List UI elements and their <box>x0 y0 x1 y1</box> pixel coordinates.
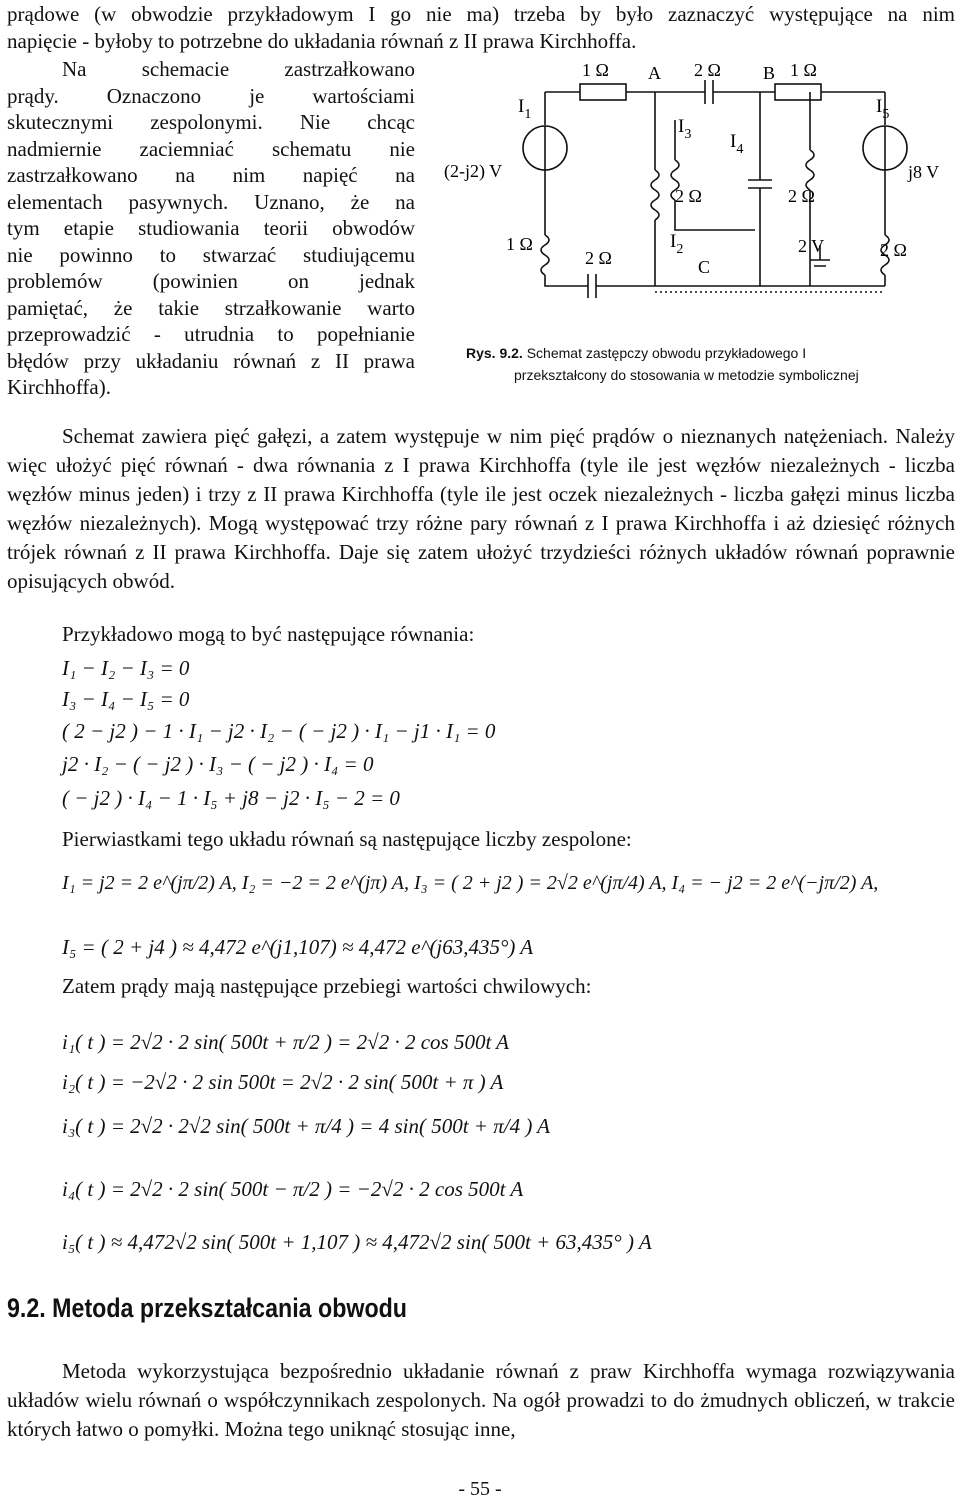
label-r-top-mid: 2 Ω <box>694 60 721 80</box>
left-line-12: błędów przy układaniu równań z II prawa <box>7 348 415 373</box>
label-src-left: (2-j2) V <box>444 161 503 181</box>
left-line-3: skutecznymi zespolonymi. Nie chcąc <box>7 110 415 134</box>
intro-line-1: prądowe (w obwodzie przykładowym I go nie ma) trzeba by było zaznaczyć występujące na nim <box>7 2 955 26</box>
label-r-top-right: 1 Ω <box>790 60 817 80</box>
paragraph-3: Przykładowo mogą to być następujące równania: <box>62 622 475 646</box>
left-line-9: problemów (powinien on jednak <box>7 269 415 293</box>
caption-line-1: Schemat zastępczy obwodu przykładowego I <box>526 345 807 361</box>
label-i3: $I_3$ <box>678 116 692 142</box>
paragraph-2-block <box>7 422 955 596</box>
label-l-mid-b: 2 Ω <box>788 186 815 206</box>
left-column-text <box>7 56 415 401</box>
instant-4: i₄( t ) = 2√2 · 2 sin( 500t − π/2 ) = −2√2 · 2 cos 500t A <box>62 1177 524 1201</box>
intro-text <box>7 1 955 54</box>
section-heading: 9.2. Metoda przekształcania obwodu <box>7 1293 407 1323</box>
label-r-right: 2 Ω <box>880 240 907 260</box>
label-i5: $I_5$ <box>876 96 890 122</box>
caption-label: Rys. 9.2. <box>466 345 523 361</box>
left-line-13: Kirchhoffa). <box>7 375 111 399</box>
left-line-4: nadmiernie zaciemniać schematu nie <box>7 136 415 161</box>
roots-line-2: I₅ = ( 2 + j4 ) ≈ 4,472 e^(j1,107) ≈ 4,472 e^(j63,435°) A <box>62 935 534 959</box>
paragraph-6-block <box>7 1357 955 1444</box>
label-l-left: 2 Ω <box>585 248 612 268</box>
equation-5: ( − j2 ) · I₄ − 1 · I₅ + j8 − j2 · I₅ − 2 = 0 <box>62 786 400 810</box>
left-line-7: tym etapie studiowania teorii obwodów <box>7 216 415 240</box>
page-number: - 55 - <box>458 1478 502 1500</box>
left-line-11: przeprowadzić - utrudnia to popełnianie <box>7 322 415 346</box>
label-i4: $I_4$ <box>730 131 744 157</box>
equation-1: I₁ − I₂ − I₃ = 0 <box>62 656 190 680</box>
equation-3: ( 2 − j2 ) − 1 · I₁ − j2 · I₂ − ( − j2 ) · I₁ − j1 · I₁ = 0 <box>62 719 496 743</box>
label-r-left: 1 Ω <box>506 234 533 254</box>
figure-caption <box>466 342 956 386</box>
left-line-1: Na schemacie zastrzałkowano <box>62 57 415 81</box>
label-v-mid: 2 V <box>798 236 825 256</box>
label-node-a: A <box>648 63 661 83</box>
left-line-6: elementach pasywnych. Uznano, że na <box>7 189 415 214</box>
label-src-right: j8 V <box>908 162 940 182</box>
roots-line-1: I₁ = j2 = 2 e^(jπ/2) A, I₂ = −2 = 2 e^(jπ) A, I₃ = ( 2 + j2 ) = 2√2 e^(jπ/4) A, I₄ = − j2 = 2 e^(−jπ/2) A, <box>62 872 879 894</box>
circuit-diagram <box>430 60 960 310</box>
label-l-mid-a: 2 Ω <box>675 186 702 206</box>
label-node-b: B <box>763 63 776 83</box>
equation-4: j2 · I₂ − ( − j2 ) · I₃ − ( − j2 ) · I₄ = 0 <box>62 752 374 776</box>
paragraph-6: Metoda wykorzystująca bezpośrednio układanie równań z praw Kirchhoffa wymaga rozwiązywania układów wielu równań o współczynnikach zespolonych. Na ogół prowadzi to do żmudnych obliczeń, w trakcie których łatwo o pomyłki. Można tego uniknąć stosując inne, <box>7 1359 955 1441</box>
caption-line-2: przekształcony do stosowania w metodzie symbolicznej <box>514 367 859 383</box>
instant-2: i₂( t ) = −2√2 · 2 sin 500t = 2√2 · 2 sin( 500t + π ) A <box>62 1070 504 1094</box>
paragraph-2: Schemat zawiera pięć gałęzi, a zatem występuje w nim pięć prądów o nieznanych natężeniach. Należy więc ułożyć pięć równań - dwa równania z I prawa Kirchhoffa (tyle ile jest węzłów niezależnych - liczba węzłów minus jeden) i trzy z II prawa Kirchhoffa (tyle ile jest oczek niezależnych - liczba gałęzi minus liczba węzłów niezależnych). Mogą występować trzy różne pary równań z I prawa Kirchhoffa i aż dziesięć różnych trójek równań z II prawa Kirchhoffa. Daje się zatem ułożyć trzydzieści różnych układów równań poprawnie opisujących obwód. <box>7 424 955 593</box>
paragraph-5: Zatem prądy mają następujące przebiegi wartości chwilowych: <box>62 974 592 998</box>
left-line-5: zastrzałkowano na nim napięć na <box>7 163 415 187</box>
instant-5: i₅( t ) ≈ 4,472√2 sin( 500t + 1,107 ) ≈ 4,472√2 sin( 500t + 63,435° ) A <box>62 1230 652 1254</box>
paragraph-3-block <box>62 621 942 648</box>
label-r-top-left: 1 Ω <box>582 60 609 80</box>
paragraph-4: Pierwiastkami tego układu równań są następujące liczby zespolone: <box>62 827 632 851</box>
label-i2: $I_2$ <box>670 231 684 257</box>
paragraph-4-block <box>62 826 942 853</box>
left-line-2: prądy. Oznaczono je wartościami <box>7 83 415 108</box>
instant-1: i₁( t ) = 2√2 · 2 sin( 500t + π/2 ) = 2√2 · 2 cos 500t A <box>62 1030 509 1054</box>
intro-line-2: napięcie - byłoby to potrzebne do układania równań z II prawa Kirchhoffa. <box>7 28 637 53</box>
instant-3: i₃( t ) = 2√2 · 2√2 sin( 500t + π/4 ) = 4 sin( 500t + π/4 ) A <box>62 1114 551 1138</box>
paragraph-5-block <box>62 973 942 1000</box>
left-line-10: pamiętać, że takie strzałkowanie warto <box>7 295 415 320</box>
label-i1: $I_1$ <box>518 96 532 122</box>
left-line-8: nie powinno to stwarzać studiującemu <box>7 242 415 267</box>
equation-2: I₃ − I₄ − I₅ = 0 <box>62 687 190 711</box>
label-node-c: C <box>698 257 711 277</box>
